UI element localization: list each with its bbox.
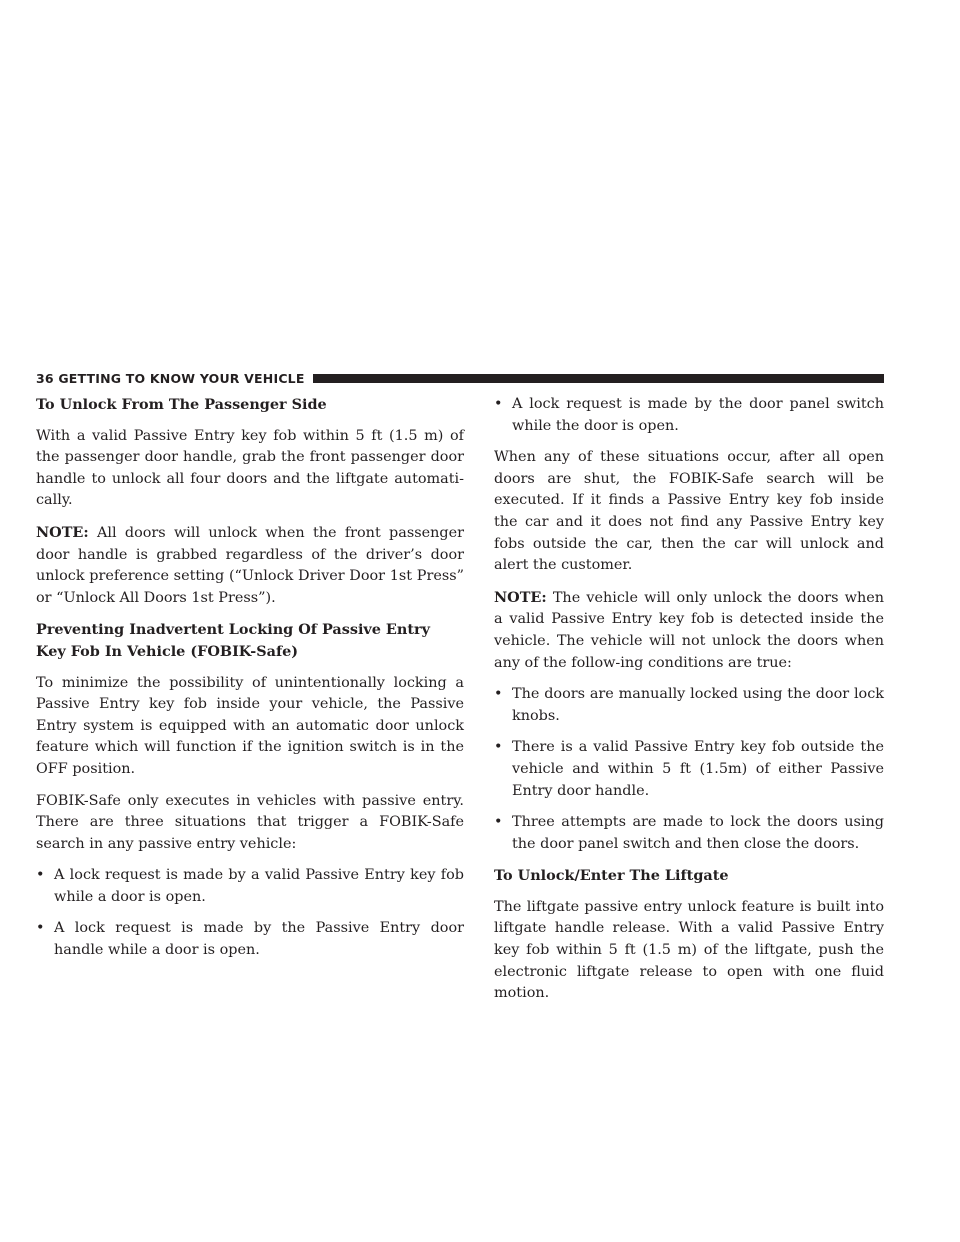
list-item-text: A lock request is made by the door panel switch while the door is open. bbox=[512, 396, 884, 434]
list-item bbox=[494, 684, 884, 727]
paragraph: When any of these situations occur, after all open doors are shut, the FOBIK-Safe search will be executed. If it finds a Passive Entry key fob inside the car and it does not find any Passive Entry key fobs outside the car, then the car will unlock and alert the customer. bbox=[494, 449, 884, 574]
list-item-text: The doors are manually locked using the door lock knobs. bbox=[512, 686, 884, 724]
paragraph: To minimize the possibility of unintentionally locking a Passive Entry key fob inside your vehicle, the Passive Entry system is equipped with an automatic door unlock feature which will function if the ignition switch is in the OFF position. bbox=[36, 674, 464, 777]
paragraph: FOBIK-Safe only executes in vehicles with passive entry. There are three situations that trigger a FOBIK-Safe search in any passive entry vehicle: bbox=[36, 792, 464, 852]
bullet-icon: • bbox=[494, 814, 503, 831]
bullet-icon: • bbox=[494, 396, 503, 412]
list-item-text: Three attempts are made to lock the doors using the door panel switch and then close the doors. bbox=[512, 814, 884, 852]
list-item bbox=[494, 394, 884, 437]
bullet-icon: • bbox=[494, 686, 503, 703]
list-item bbox=[494, 812, 884, 855]
heading-fobik-safe: Preventing Inadvertent Locking Of Passive Entry Key Fob In Vehicle (FOBIK-Safe) bbox=[36, 621, 430, 660]
list-item bbox=[494, 737, 884, 802]
note-label: NOTE: bbox=[494, 588, 547, 606]
left-column bbox=[36, 394, 464, 972]
bullet-icon: • bbox=[494, 739, 503, 756]
note-label: NOTE: bbox=[36, 523, 89, 541]
header-rule bbox=[313, 374, 884, 383]
heading-unlock-passenger-side: To Unlock From The Passenger Side bbox=[36, 396, 327, 413]
right-column bbox=[494, 394, 884, 1015]
note bbox=[494, 587, 884, 674]
list-item bbox=[36, 865, 464, 908]
note bbox=[36, 522, 464, 609]
paragraph: The liftgate passive entry unlock feature is built into liftgate handle release. With a valid Passive Entry key fob within 5 ft (1.5 m) of the liftgate, push the electronic liftgate release to open with one fluid motion. bbox=[494, 898, 884, 1002]
note-text: All doors will unlock when the front passenger door handle is grabbed regardless of the driver’s door unlock preference setting (“Unlock Driver Door 1st Press” or “Unlock All Doors 1st Press”). bbox=[36, 524, 464, 606]
note-text: The vehicle will only unlock the doors when a valid Passive Entry key fob is detected inside the vehicle. The vehicle will not unlock the doors when any of the follow-ing conditions are true: bbox=[494, 589, 884, 671]
bullet-icon: • bbox=[36, 867, 45, 884]
list-item-text: There is a valid Passive Entry key fob outside the vehicle and within 5 ft (1.5m) of either Passive Entry door handle. bbox=[512, 739, 884, 799]
list-item-text: A lock request is made by the Passive Entry door handle while a door is open. bbox=[54, 920, 464, 959]
list-item-text: A lock request is made by a valid Passive Entry key fob while a door is open. bbox=[54, 867, 464, 905]
list-item bbox=[36, 918, 464, 961]
page-number-section-title: 36 GETTING TO KNOW YOUR VEHICLE bbox=[36, 370, 305, 386]
bullet-icon: • bbox=[36, 920, 45, 937]
paragraph: With a valid Passive Entry key fob within 5 ft (1.5 m) of the passenger door handle, grab the front passenger door handle to unlock all four doors and the liftgate automati-cally. bbox=[36, 427, 464, 509]
page-header bbox=[36, 370, 884, 386]
heading-unlock-liftgate: To Unlock/Enter The Liftgate bbox=[494, 867, 729, 885]
